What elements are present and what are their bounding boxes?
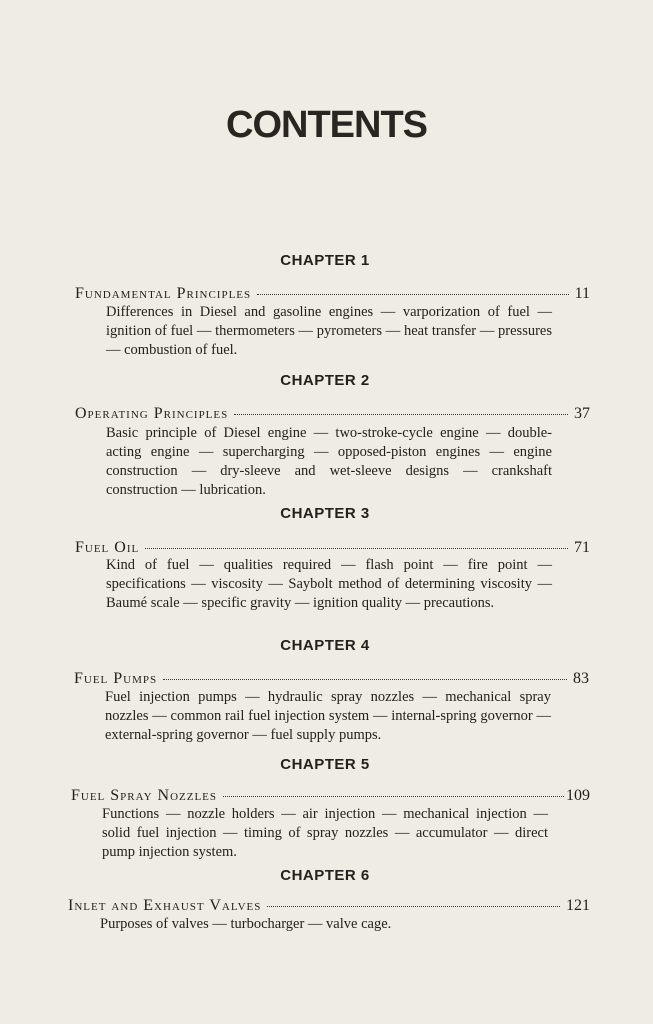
toc-entry[interactable] [68, 896, 590, 915]
page-number: 109 [566, 787, 590, 804]
page-title: CONTENTS [226, 104, 427, 146]
entry-title: Fuel Spray Nozzles [71, 787, 218, 804]
entry-description: Fuel injection pumps — hydraulic spray nozzles — mechanical spray nozzles — common rail fuel injection system — internal-spring governor — external-spring governor — fuel supply pumps. [105, 689, 551, 743]
toc-entry[interactable] [71, 786, 590, 805]
toc-entry[interactable] [74, 669, 589, 688]
dot-leader [267, 906, 560, 907]
entry-description: Purposes of valves — turbocharger — valve cage. [100, 916, 392, 932]
toc-entry[interactable] [75, 404, 590, 423]
page-number: 71 [574, 539, 590, 556]
chapter-heading: CHAPTER 4 [280, 637, 370, 654]
dot-leader [234, 414, 568, 415]
chapter-heading: CHAPTER 5 [280, 756, 370, 773]
entry-description: Functions — nozzle holders — air injection — mechanical injection — solid fuel injection — timing of spray nozzles — accumulator — direct pump injection system. [102, 806, 548, 860]
entry-title: Fuel Oil [75, 539, 140, 556]
page-number: 121 [566, 897, 590, 914]
dot-leader [145, 548, 568, 549]
page-number: 11 [574, 285, 590, 302]
entry-title: Operating Principles [75, 405, 229, 422]
toc-entry[interactable] [75, 538, 590, 557]
chapter-heading: CHAPTER 6 [280, 867, 370, 884]
chapter-heading: CHAPTER 3 [280, 505, 370, 522]
dot-leader [257, 294, 568, 295]
chapter-heading: CHAPTER 1 [280, 252, 370, 269]
entry-title: Inlet and Exhaust Valves [68, 897, 262, 914]
entry-description: Differences in Diesel and gasoline engines — varporization of fuel — ignition of fuel — thermometers — pyrometers — heat transfer — pressures — combustion of fuel. [106, 304, 552, 358]
dot-leader [163, 679, 567, 680]
page-number: 37 [574, 405, 590, 422]
entry-description: Basic principle of Diesel engine — two-stroke-cycle engine — double-acting engine — supercharging — opposed-piston engines — engine construction — dry-sleeve and wet-sleeve designs — crankshaft construction — lubrication. [106, 425, 552, 498]
entry-title: Fundamental Principles [75, 285, 252, 302]
entry-title: Fuel Pumps [74, 670, 158, 687]
chapter-heading: CHAPTER 2 [280, 372, 370, 389]
entry-description: Kind of fuel — qualities required — flash point — fire point — specifications — viscosity — Saybolt method of determining viscosity — Baumé scale — specific gravity — ignition quality — precautions. [106, 557, 552, 611]
dot-leader [223, 796, 564, 797]
toc-entry[interactable] [75, 284, 590, 303]
page-number: 83 [573, 670, 589, 687]
